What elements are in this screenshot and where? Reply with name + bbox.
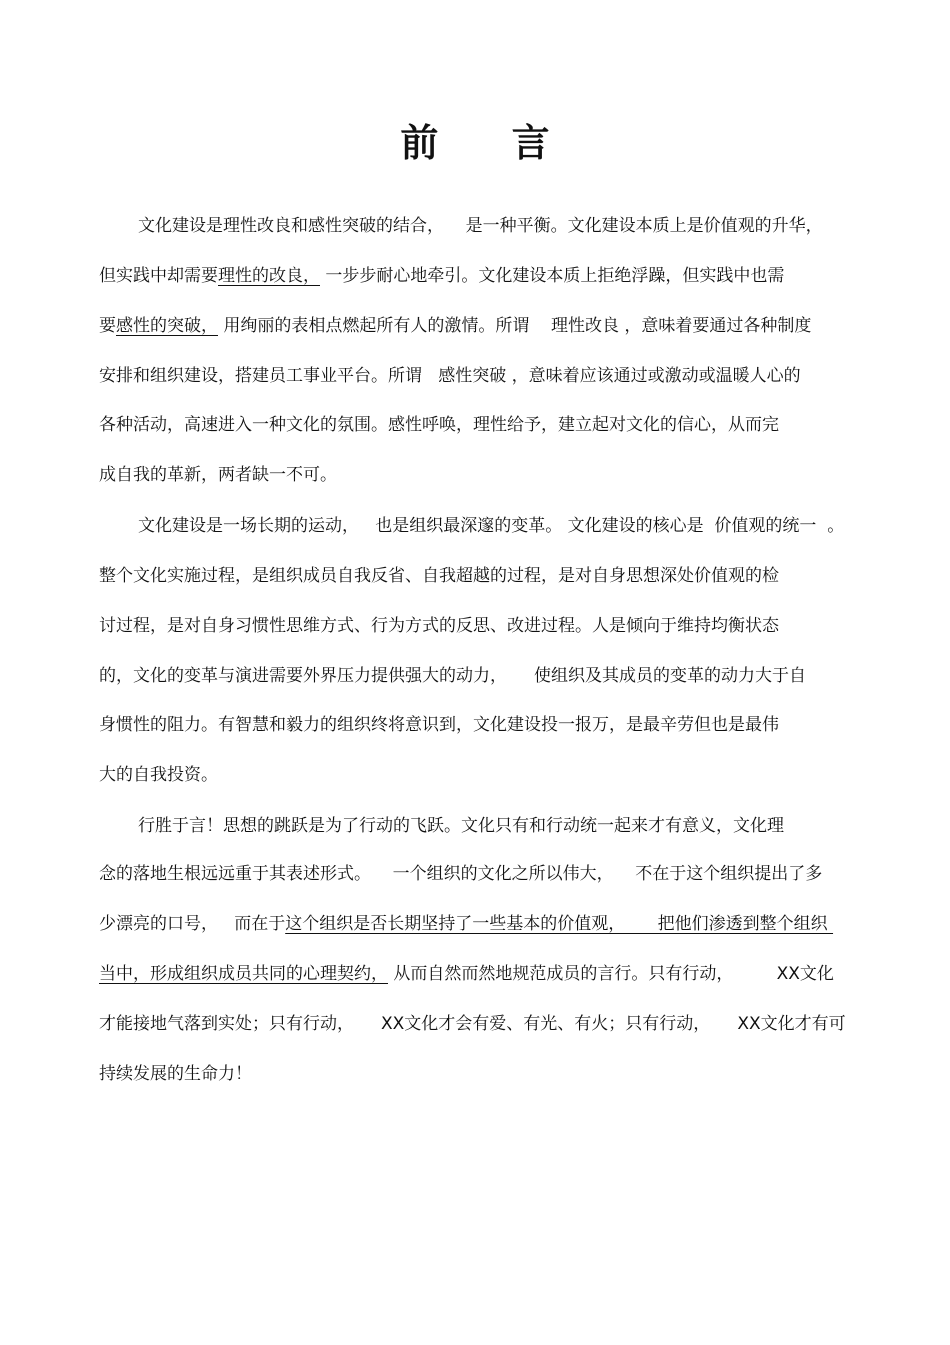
text-run: 念的落地生根远远重于其表述形式。 一个组织的文化之所以伟大， 不在于这个组织提出了多: [99, 864, 823, 884]
text-run: 安排和组织建设，搭建员工事业平台。所谓 感性突破 ，意味着应该通过或激动或温暖人心的: [99, 366, 801, 386]
paragraph-line: [99, 912, 833, 936]
text-run: 行胜于言！思想的跳跃是为了行动的飞跃。文化只有和行动统一起来才有意义，文化理: [138, 816, 784, 836]
paragraph-line: [99, 1062, 252, 1086]
page-title: 前 言: [400, 120, 580, 165]
text-run: 成自我的革新，两者缺一不可。: [99, 465, 337, 485]
text-run: 各种活动，高速进入一种文化的氛围。感性呼唤，理性给予，建立起对文化的信心，从而完: [99, 415, 779, 435]
paragraph-line: [138, 214, 823, 238]
text-run: 用绚丽的表相点燃起所有人的激情。所谓 理性改良 ，意味着要通过各种制度: [218, 316, 812, 336]
paragraph-line: [99, 1012, 846, 1036]
paragraph-line: [99, 763, 218, 787]
text-run: 少漂亮的口号， 而在于: [99, 914, 286, 934]
paragraph-line: [99, 314, 811, 338]
paragraph-line: [138, 814, 784, 838]
paragraph-line: [99, 364, 801, 388]
text-run: 讨过程，是对自身习惯性思维方式、行为方式的反思、改进过程。人是倾向于维持均衡状态: [99, 616, 779, 636]
text-run: 才能接地气落到实处；只有行动， XX文化才会有爱、有光、有火；只有行动， XX文化才有可: [99, 1014, 846, 1034]
underlined-text: 理性的改良，: [218, 266, 320, 286]
text-run: 整个文化实施过程，是组织成员自我反省、自我超越的过程，是对自身思想深处价值观的检: [99, 566, 779, 586]
underlined-text: 当中，形成组织成员共同的心理契约，: [99, 964, 388, 984]
text-run: 要: [99, 316, 116, 336]
text-run: 文化建设是一场长期的运动， 也是组织最深邃的变革。 文化建设的核心是 价值观的统一 。: [138, 516, 845, 536]
paragraph-line: [99, 413, 779, 437]
text-run: 大的自我投资。: [99, 765, 218, 785]
underlined-text: 这个组织是否长期坚持了一些基本的价值观， 把他们渗透到整个组织: [285, 914, 834, 934]
paragraph-line: [99, 664, 806, 688]
paragraph-line: [99, 713, 779, 737]
paragraph-line: [99, 264, 784, 288]
text-run: 身惯性的阻力。有智慧和毅力的组织终将意识到，文化建设投一报万，是最辛劳但也是最伟: [99, 715, 779, 735]
paragraph-line: [99, 564, 779, 588]
paragraph-line: [99, 463, 337, 487]
paragraph-line: [99, 962, 834, 986]
text-run: 一步步耐心地牵引。文化建设本质上拒绝浮躁，但实践中也需: [320, 266, 785, 286]
paragraph-line: [99, 862, 822, 886]
underlined-text: 感性的突破，: [116, 316, 218, 336]
text-run: 的，文化的变革与演进需要外界压力提供强大的动力， 使组织及其成员的变革的动力大于自: [99, 666, 807, 686]
text-run: 文化建设是理性改良和感性突破的结合， 是一种平衡。文化建设本质上是价值观的升华，: [138, 216, 823, 236]
text-run: 从而自然而然地规范成员的言行。只有行动， XX文化: [388, 964, 834, 984]
text-run: 但实践中却需要: [99, 266, 218, 286]
paragraph-line: [99, 614, 779, 638]
paragraph-line: [138, 514, 844, 538]
text-run: 持续发展的生命力！: [99, 1064, 252, 1084]
